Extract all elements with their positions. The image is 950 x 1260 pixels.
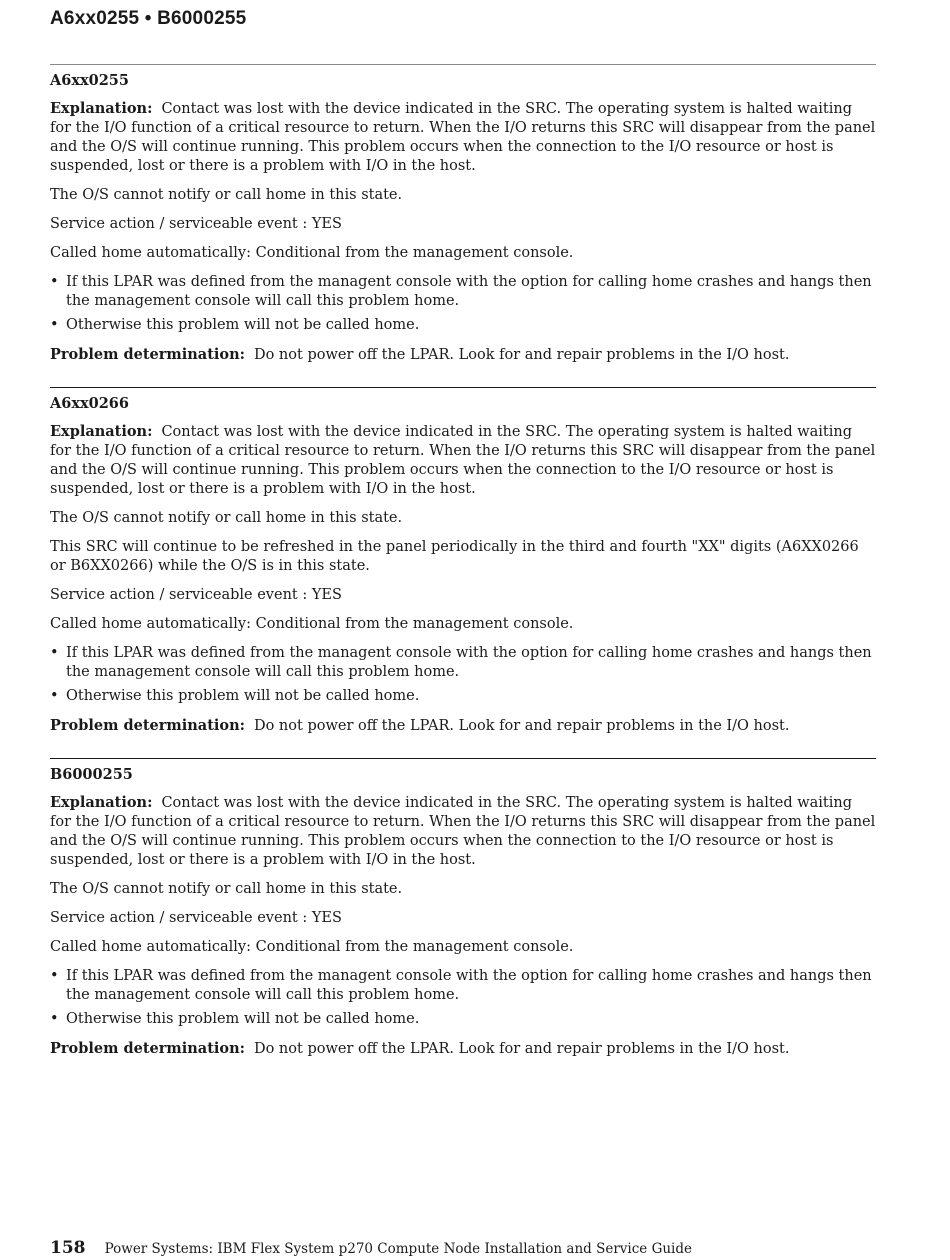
problem-determination-paragraph [50, 345, 876, 365]
problem-determination-label: Problem determination: [50, 1040, 245, 1057]
called-home-line: Called home automatically: Conditional from the management console. [50, 616, 574, 632]
problem-determination-text: Do not power off the LPAR. Look for and repair problems in the I/O host. [253, 718, 790, 734]
bullet-list [50, 644, 876, 706]
list-item: • Otherwise this problem will not be called home. [50, 316, 876, 335]
called-home-line: Called home automatically: Conditional from the management console. [50, 939, 574, 955]
call-home-note: The O/S cannot notify or call home in this state. [50, 510, 403, 526]
problem-determination-text: Do not power off the LPAR. Look for and repair problems in the I/O host. [253, 347, 790, 363]
page-number: 158 [50, 1238, 86, 1258]
explanation-text: Contact was lost with the device indicated in the SRC. The operating system is halted waiting for the I/O function of a critical resource to return. When the I/O returns this SRC will disappear from the panel and the O/S will continue running. This problem occurs when the connection to the I/O resource or host is suspended, lost or there is a problem with I/O in the host. [50, 424, 876, 497]
list-item: • Otherwise this problem will not be called home. [50, 1010, 876, 1029]
problem-determination-label: Problem determination: [50, 717, 245, 734]
bullet-list [50, 273, 876, 335]
book-title: Power Systems: IBM Flex System p270 Compute Node Installation and Service Guide [104, 1241, 693, 1257]
list-item: • If this LPAR was defined from the managent console with the option for calling home crashes and hangs then the management console will call this problem home. [50, 967, 876, 1005]
service-action-line: Service action / serviceable event : YES [50, 910, 342, 926]
called-home-line: Called home automatically: Conditional from the management console. [50, 245, 574, 261]
problem-determination-text: Do not power off the LPAR. Look for and repair problems in the I/O host. [253, 1041, 790, 1057]
src-code: B6000255 [50, 766, 133, 783]
problem-determination-paragraph [50, 716, 876, 736]
running-head: A6xx0255 • B6000255 [50, 8, 247, 29]
page-footer [50, 1238, 692, 1258]
src-code: A6xx0255 [50, 72, 129, 89]
src-code: A6xx0266 [50, 395, 129, 412]
src-entry-a6xx0266 [50, 387, 876, 736]
explanation-label: Explanation: [50, 423, 153, 440]
bullet-list [50, 967, 876, 1029]
problem-determination-paragraph [50, 1039, 876, 1059]
explanation-label: Explanation: [50, 100, 153, 117]
call-home-note: The O/S cannot notify or call home in this state. [50, 881, 403, 897]
document-body [50, 64, 876, 1081]
call-home-note: The O/S cannot notify or call home in this state. [50, 187, 403, 203]
explanation-paragraph [50, 422, 876, 499]
src-entry-b6000255 [50, 758, 876, 1059]
explanation-text: Contact was lost with the device indicated in the SRC. The operating system is halted waiting for the I/O function of a critical resource to return. When the I/O returns this SRC will disappear from the panel and the O/S will continue running. This problem occurs when the connection to the I/O resource or host is suspended, lost or there is a problem with I/O in the host. [50, 795, 876, 868]
explanation-label: Explanation: [50, 794, 153, 811]
list-item: • Otherwise this problem will not be called home. [50, 687, 876, 706]
problem-determination-label: Problem determination: [50, 346, 245, 363]
explanation-paragraph [50, 793, 876, 870]
explanation-text: Contact was lost with the device indicated in the SRC. The operating system is halted waiting for the I/O function of a critical resource to return. When the I/O returns this SRC will disappear from the panel and the O/S will continue running. This problem occurs when the connection to the I/O resource or host is suspended, lost or there is a problem with I/O in the host. [50, 101, 876, 174]
service-action-line: Service action / serviceable event : YES [50, 587, 342, 603]
explanation-paragraph [50, 99, 876, 176]
src-entry-a6xx0255 [50, 64, 876, 365]
list-item: • If this LPAR was defined from the managent console with the option for calling home crashes and hangs then the management console will call this problem home. [50, 644, 876, 682]
service-action-line: Service action / serviceable event : YES [50, 216, 342, 232]
refresh-note: This SRC will continue to be refreshed in the panel periodically in the third and fourth "XX" digits (A6XX0266 or B6XX0266) while the O/S is in this state. [50, 539, 859, 574]
list-item: • If this LPAR was defined from the managent console with the option for calling home crashes and hangs then the management console will call this problem home. [50, 273, 876, 311]
